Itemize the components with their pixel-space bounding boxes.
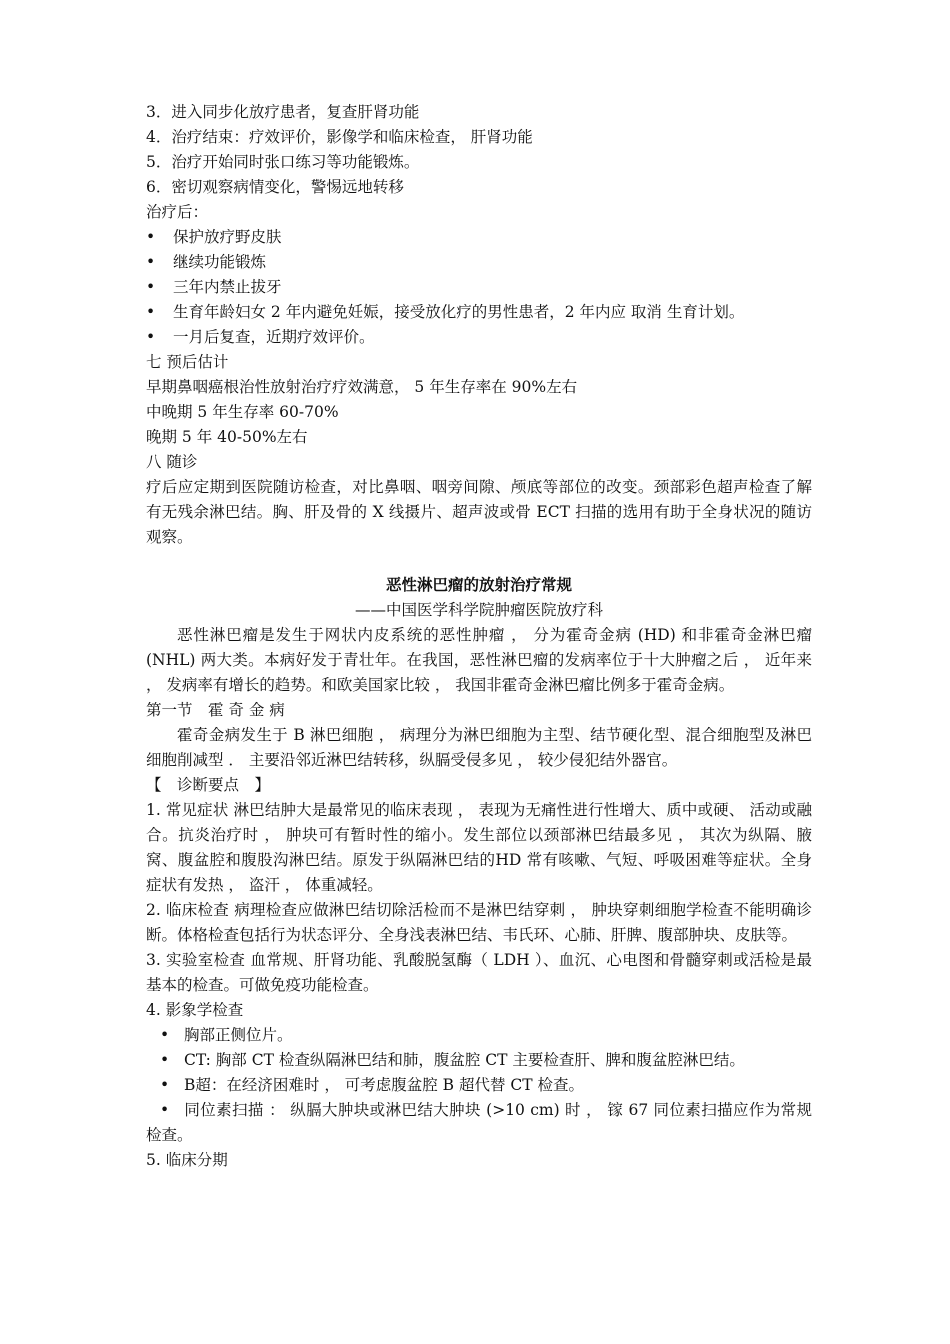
bullet-icon: • [160, 1051, 170, 1069]
bullet-item: • 三年内禁止拔牙 [146, 275, 812, 300]
diagnosis-item: 5. 临床分期 [146, 1151, 228, 1169]
prognosis-heading: 七 预后估计 [146, 353, 229, 371]
bullet-item: • 保护放疗野皮肤 [146, 225, 812, 250]
bullet-icon: • [146, 328, 156, 346]
diagnosis-heading: 【 诊断要点 】 [146, 776, 271, 794]
lymphoma-section [146, 573, 812, 1173]
bullet-icon: • [160, 1101, 170, 1119]
followup-heading: 八 随诊 [146, 453, 198, 471]
note-line: 5．治疗开始同时张口练习等功能锻炼。 [146, 153, 420, 171]
imaging-item: • 同位素扫描 ： 纵膈大肿块或淋巴结大肿块 (>10 cm) 时 ， 镓 67 同位素扫描应作为常规检查。 [146, 1098, 812, 1148]
chapter-heading: 第一节 霍 奇 金 病 [146, 701, 285, 719]
imaging-item: • 胸部正侧位片。 [146, 1023, 812, 1048]
note-line: 6．密切观察病情变化，警惕远地转移 [146, 178, 404, 196]
imaging-item: • B超：在经济困难时 ， 可考虑腹盆腔 B 超代替 CT 检查。 [146, 1073, 812, 1098]
treatment-notes [146, 100, 812, 550]
section-subtitle: ——中国医学科学院肿瘤医院放疗科 [354, 601, 603, 619]
diagnosis-item: 2. 临床检查 病理检查应做淋巴结切除活检而不是淋巴结穿刺 ， 肿块穿刺细胞学检查不能明确诊断。体格检查包括行为状态评分、全身浅表淋巴结、韦氏环、心肺、肝脾、腹部肿块、皮肤等。 [146, 901, 812, 944]
note-line: 4．治疗结束：疗效评价，影像学和临床检查， 肝肾功能 [146, 128, 533, 146]
bullet-icon: • [146, 303, 156, 321]
after-treatment-heading: 治疗后： [146, 203, 209, 221]
bullet-icon: • [160, 1076, 170, 1094]
diagnosis-item: 4. 影象学检查 [146, 1001, 244, 1019]
section-title: 恶性淋巴瘤的放射治疗常规 [385, 576, 572, 594]
imaging-item: • CT: 胸部 CT 检查纵隔淋巴结和肺，腹盆腔 CT 主要检查肝、脾和腹盆腔淋巴结。 [146, 1048, 812, 1073]
bullet-icon: • [146, 253, 156, 271]
prognosis-line: 早期鼻咽癌根治性放射治疗疗效满意， 5 年生存率在 90%左右 [146, 378, 578, 396]
bullet-item: • 一月后复查，近期疗效评价。 [146, 325, 812, 350]
diagnosis-item: 1. 常见症状 淋巴结肿大是最常见的临床表现 ， 表现为无痛性进行性增大、质中或硬、 活动或融合。抗炎治疗时 ， 肿块可有暂时性的缩小。发生部位以颈部淋巴结最多见 ， 其次为纵隔、腋窝、腹盆腔和腹股沟淋巴结。原发于纵隔淋巴结的HD 常有咳嗽、气短、呼吸困难等症状。全身症状有发热 ， 盗汗 ， 体重减轻。 [146, 801, 812, 894]
prognosis-line: 晚期 5 年 40-50%左右 [146, 428, 308, 446]
diagnosis-item: 3. 实验室检查 血常规、肝肾功能、乳酸脱氢酶（ LDH ）、血沉、心电图和骨髓穿刺或活检是最基本的检查。可做免疫功能检查。 [146, 951, 812, 994]
prognosis-line: 中晚期 5 年生存率 60-70% [146, 403, 339, 421]
bullet-item: • 继续功能锻炼 [146, 250, 812, 275]
hodgkin-paragraph: 霍奇金病发生于 B 淋巴细胞 ， 病理分为淋巴细胞为主型、结节硬化型、混合细胞型及淋巴细胞削减型 ． 主要沿邻近淋巴结转移，纵膈受侵多见 ， 较少侵犯结外器官。 [146, 726, 812, 769]
bullet-icon: • [146, 278, 156, 296]
intro-paragraph: 恶性淋巴瘤是发生于网状内皮系统的恶性肿瘤 ， 分为霍奇金病 (HD) 和非霍奇金淋巴瘤 (NHL) 两大类。本病好发于青壮年。在我国，恶性淋巴瘤的发病率位于十大肿瘤之后 ， 近年来 ， 发病率有增长的趋势。和欧美国家比较 ， 我国非霍奇金淋巴瘤比例多于霍奇金病。 [146, 626, 812, 694]
bullet-icon: • [146, 228, 156, 246]
bullet-item: • 生育年龄妇女 2 年内避免妊娠，接受放化疗的男性患者，2 年内应 取消 生育计划。 [146, 300, 812, 325]
followup-paragraph: 疗后应定期到医院随访检查，对比鼻咽、咽旁间隙、颅底等部位的改变。颈部彩色超声检查了解有无残余淋巴结。胸、肝及骨的 X 线摄片、超声波或骨 ECT 扫描的选用有助于全身状况的随访观察。 [146, 478, 812, 546]
note-line: 3．进入同步化放疗患者，复查肝肾功能 [146, 103, 420, 121]
bullet-icon: • [160, 1026, 170, 1044]
